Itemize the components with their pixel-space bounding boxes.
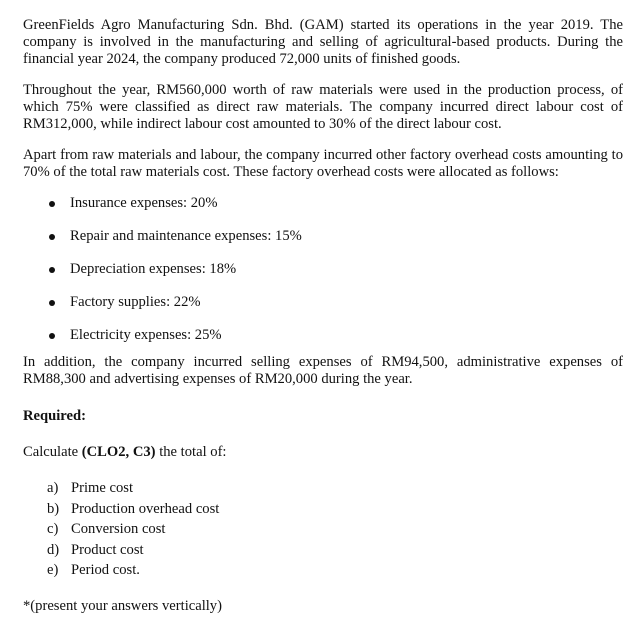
item-marker: b): [47, 500, 60, 517]
list-item: [47, 562, 623, 579]
required-heading: Required:: [23, 408, 86, 424]
other-expenses-paragraph: In addition, the company incurred selling expenses of RM94,500, administrative expenses of RM88,300 and advertising expenses of RM20,000 during the year.: [23, 354, 623, 387]
item-product-cost: Product cost: [71, 541, 144, 558]
list-item: [47, 501, 623, 518]
overhead-allocation-list: [23, 195, 623, 344]
list-item: [47, 480, 623, 497]
list-item: [49, 294, 623, 311]
list-item: [47, 542, 623, 559]
overhead-item-electricity: Electricity expenses: 25%: [70, 327, 222, 343]
bullet-icon: [49, 267, 55, 273]
overhead-item-insurance: Insurance expenses: 20%: [70, 195, 218, 211]
item-conversion-cost: Conversion cost: [71, 521, 166, 537]
list-item: [49, 228, 623, 245]
item-prime-cost: Prime cost: [71, 480, 134, 496]
question-document: [23, 15, 623, 615]
materials-labour-paragraph: Throughout the year, RM560,000 worth of raw materials were used in the production process, of which 75% were classified as direct raw materials. The company incurred direct labour cost of RM312,000, while indirect labour cost amounted to 30% of the direct labour cost.: [23, 82, 623, 132]
bullet-icon: [49, 234, 55, 240]
instruction-clo-tag: (CLO2, C3): [81, 444, 156, 460]
item-marker: d): [47, 541, 60, 558]
required-items-list: [23, 480, 623, 579]
instruction-prefix: Calculate: [23, 444, 79, 460]
item-production-overhead: Production overhead cost: [71, 500, 220, 517]
bullet-icon: [49, 201, 55, 207]
bullet-icon: [49, 333, 55, 339]
overhead-item-repair: Repair and maintenance expenses: 15%: [70, 228, 302, 244]
item-marker: e): [47, 562, 59, 578]
overhead-item-depreciation: Depreciation expenses: 18%: [70, 261, 237, 277]
list-item: [49, 261, 623, 278]
list-item: [49, 195, 623, 212]
overhead-paragraph: Apart from raw materials and labour, the company incurred other factory overhead costs amounting to 70% of the total raw materials cost. These factory overhead costs were allocated as follows:: [23, 147, 623, 180]
item-period-cost: Period cost.: [71, 562, 140, 578]
list-item: [49, 327, 623, 344]
item-marker: c): [47, 521, 59, 537]
overhead-item-supplies: Factory supplies: 22%: [70, 294, 201, 310]
instruction-suffix: the total of:: [159, 444, 227, 460]
calculate-instruction: [23, 444, 623, 461]
answer-format-note: *(present your answers vertically): [23, 598, 222, 614]
item-marker: a): [47, 480, 59, 496]
intro-paragraph: GreenFields Agro Manufacturing Sdn. Bhd. (GAM) started its operations in the year 2019. The company is involved in the manufacturing and selling of agricultural-based products. During the financial year 2024, the company produced 72,000 units of finished goods.: [23, 17, 623, 67]
list-item: [47, 521, 623, 538]
bullet-icon: [49, 300, 55, 306]
